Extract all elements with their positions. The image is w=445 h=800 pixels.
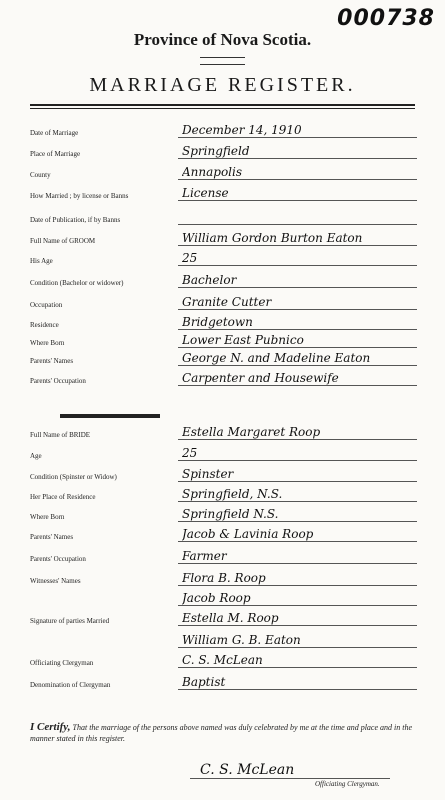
handwritten-entry: Bridgetown [182, 315, 253, 329]
handwritten-entry: Annapolis [182, 165, 243, 179]
field-label: Officiating Clergyman [30, 659, 94, 667]
handwritten-entry: Baptist [182, 675, 226, 689]
register-field-row [30, 181, 417, 201]
field-label: Full Name of GROOM [30, 237, 96, 245]
handwritten-entry: Carpenter and Housewife [182, 371, 339, 385]
register-field-row [30, 606, 417, 626]
field-label: Where Born [30, 339, 65, 347]
field-underline [178, 158, 417, 159]
field-label: Signature of parties Married [30, 617, 110, 625]
register-field-row [30, 118, 417, 138]
handwritten-entry: William Gordon Burton Eaton [182, 231, 363, 245]
register-field-row [30, 268, 417, 288]
register-field-row [30, 160, 417, 180]
field-underline [178, 439, 417, 440]
handwritten-entry: Springfield, N.S. [182, 487, 283, 501]
register-field-row [30, 441, 417, 461]
handwritten-entry: Granite Cutter [182, 295, 272, 309]
register-field-row [30, 246, 417, 266]
field-label: Condition (Bachelor or widower) [30, 279, 124, 287]
field-label: Parents' Names [30, 533, 74, 541]
register-field-row [30, 566, 417, 586]
register-field-row [30, 420, 417, 440]
register-field-row [30, 328, 417, 348]
handwritten-entry: Estella Margaret Roop [182, 425, 321, 439]
field-label: Where Born [30, 513, 65, 521]
title-rule-thin [30, 108, 415, 109]
field-underline [178, 265, 417, 266]
register-field-row [30, 522, 417, 542]
register-field-row [30, 544, 417, 564]
handwritten-entry: George N. and Madeline Eaton [182, 351, 371, 365]
register-field-row [30, 670, 417, 690]
handwritten-entry: Jacob & Lavinia Roop [182, 527, 314, 541]
handwritten-entry: William G. B. Eaton [182, 633, 301, 647]
register-field-row [30, 290, 417, 310]
register-field-row [30, 310, 417, 330]
field-label: Residence [30, 321, 59, 329]
field-underline [178, 224, 417, 225]
title-rule [30, 104, 415, 106]
handwritten-entry: December 14, 1910 [182, 123, 302, 137]
field-underline [178, 200, 417, 201]
register-field-row [30, 502, 417, 522]
province-heading: Province of Nova Scotia. [133, 30, 312, 49]
field-label: Date of Publication, if by Banns [30, 216, 121, 224]
handwritten-entry: C. S. McLean [182, 653, 263, 667]
register-field-row [30, 346, 417, 366]
register-field-row [30, 586, 417, 606]
clergyman-signature: C. S. McLean [190, 762, 390, 779]
field-label: Full Name of BRIDE [30, 431, 91, 439]
field-label: Witnesses' Names [30, 577, 81, 585]
field-label: Denomination of Clergyman [30, 681, 111, 689]
register-field-row [30, 648, 417, 668]
certify-lead: I Certify, [30, 721, 71, 733]
field-label: Parents' Occupation [30, 555, 86, 563]
certify-body: That the marriage of the persons above named was duly celebrated by me at the time and place and in the manner stated in this register. [30, 723, 413, 743]
certification-text [30, 722, 417, 744]
field-underline [178, 460, 417, 461]
handwritten-entry: Springfield N.S. [182, 507, 279, 521]
register-field-row [30, 628, 417, 648]
register-field-row [30, 366, 417, 386]
clergyman-role-label: Officiating Clergyman. [315, 780, 380, 788]
register-field-row [30, 205, 417, 225]
handwritten-entry: Estella M. Roop [182, 611, 279, 625]
field-label: Occupation [30, 301, 63, 309]
field-underline [178, 563, 417, 564]
handwritten-entry: 25 [182, 446, 198, 460]
register-title: MARRIAGE REGISTER. [89, 74, 356, 96]
field-label: Parents' Occupation [30, 377, 86, 385]
field-underline [178, 667, 417, 668]
groom-bride-separator [60, 414, 160, 418]
handwritten-entry: Springfield [182, 144, 250, 158]
field-label: Condition (Spinster or Widow) [30, 473, 117, 481]
field-label: Date of Marriage [30, 129, 79, 137]
field-label: County [30, 171, 51, 179]
handwritten-entry: Flora B. Roop [182, 571, 266, 585]
field-label: His Age [30, 257, 53, 265]
field-label: Age [30, 452, 42, 460]
field-underline [178, 137, 417, 138]
field-underline [178, 179, 417, 180]
field-label: How Married ; by license or Banns [30, 192, 129, 200]
field-underline [178, 385, 417, 386]
register-field-row [30, 482, 417, 502]
handwritten-entry: Bachelor [182, 273, 237, 287]
register-field-row [30, 139, 417, 159]
handwritten-entry: Jacob Roop [182, 591, 251, 605]
field-label: Place of Marriage [30, 150, 81, 158]
register-field-row [30, 462, 417, 482]
title-ornament [200, 57, 245, 65]
register-number: 000738 [337, 6, 435, 31]
field-underline [178, 541, 417, 542]
handwritten-entry: Farmer [182, 549, 227, 563]
field-underline [178, 625, 417, 626]
handwritten-entry: License [182, 186, 229, 200]
field-underline [178, 287, 417, 288]
field-label: Parents' Names [30, 357, 74, 365]
field-label: Her Place of Residence [30, 493, 96, 501]
field-underline [178, 689, 417, 690]
register-field-row [30, 226, 417, 246]
handwritten-entry: Lower East Pubnico [182, 333, 304, 347]
handwritten-entry: 25 [182, 251, 198, 265]
handwritten-entry: Spinster [182, 467, 234, 481]
